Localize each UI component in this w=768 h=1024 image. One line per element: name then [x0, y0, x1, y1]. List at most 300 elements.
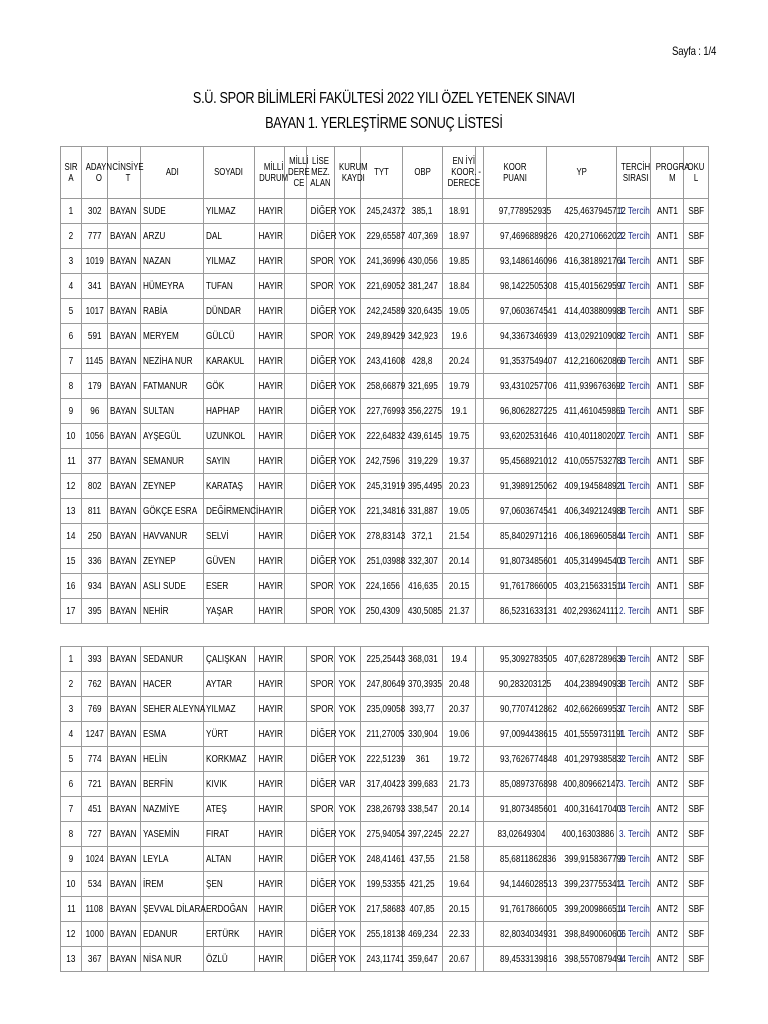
cell-aday-no: 1017	[82, 299, 108, 324]
cell-tercih-sirasi: 2. Tercih	[617, 599, 651, 624]
cell-spacer	[476, 747, 484, 772]
cell-soyadi: SAYIN	[204, 449, 255, 474]
cell-adi: NAZAN	[141, 249, 204, 274]
cell-lise-mez-alan: DİĞER	[307, 549, 335, 574]
cell-yp: 399,2009866514	[547, 897, 617, 922]
cell-aday-no: 1056	[82, 424, 108, 449]
cell-milli-durum: HAYIR	[255, 897, 285, 922]
cell-sira: 12	[61, 474, 82, 499]
cell-tyt: 278,83143	[361, 524, 403, 549]
cell-soyadi: ŞEN	[204, 872, 255, 897]
cell-tyt: 222,64832	[361, 424, 403, 449]
cell-en-iyi-koor-derece: 19.64	[443, 872, 476, 897]
cell-okul: SBF	[684, 524, 709, 549]
cell-tyt: 227,76993	[361, 399, 403, 424]
cell-adi: FATMANUR	[141, 374, 204, 399]
cell-soyadi: GÜLCÜ	[204, 324, 255, 349]
cell-milli-durum: HAYIR	[255, 847, 285, 872]
cell-sira: 2	[61, 224, 82, 249]
cell-adi: SEMANUR	[141, 449, 204, 474]
cell-sira: 7	[61, 349, 82, 374]
cell-tyt: 225,25443	[361, 647, 403, 672]
cell-yp: 410,0557532783	[547, 449, 617, 474]
cell-milli-derece	[285, 872, 307, 897]
cell-milli-derece	[285, 424, 307, 449]
cell-milli-durum: HAYIR	[255, 374, 285, 399]
table-row	[61, 574, 709, 599]
cell-en-iyi-koor-derece: 21.54	[443, 524, 476, 549]
cell-obp: 395,4495	[403, 474, 443, 499]
cell-program: ANT1	[651, 249, 684, 274]
cell-tyt: 245,31919	[361, 474, 403, 499]
cell-tercih-sirasi: 1. Tercih	[617, 574, 651, 599]
cell-lise-mez-alan: DİĞER	[307, 847, 335, 872]
cell-spacer	[476, 797, 484, 822]
cell-milli-durum: HAYIR	[255, 772, 285, 797]
col-header-program: PROGRA M	[651, 147, 684, 199]
cell-program: ANT2	[651, 647, 684, 672]
cell-okul: SBF	[684, 474, 709, 499]
cell-aday-no: 1247	[82, 722, 108, 747]
cell-kurum-kaydi: YOK	[335, 797, 361, 822]
table-row	[61, 524, 709, 549]
cell-aday-no: 934	[82, 574, 108, 599]
cell-tercih-sirasi: 1. Tercih	[617, 647, 651, 672]
cell-adi: HACER	[141, 672, 204, 697]
cell-spacer	[476, 722, 484, 747]
col-header-kurum-kaydi: KURUM KAYDI	[335, 147, 361, 199]
col-header-aday-no: ADAYN O	[82, 147, 108, 199]
table-row	[61, 672, 709, 697]
cell-soyadi: YÜRT	[204, 722, 255, 747]
cell-lise-mez-alan: SPOR	[307, 274, 335, 299]
cell-cinsiyet: BAYAN	[108, 374, 141, 399]
cell-okul: SBF	[684, 499, 709, 524]
cell-en-iyi-koor-derece: 20.14	[443, 549, 476, 574]
col-header-soyadi: SOYADI	[204, 147, 255, 199]
cell-aday-no: 1108	[82, 897, 108, 922]
cell-yp: 399,2377553411	[547, 872, 617, 897]
table-row	[61, 399, 709, 424]
cell-koor-puani: 91,8073485601	[484, 549, 547, 574]
cell-aday-no: 250	[82, 524, 108, 549]
cell-tyt: 275,94054	[361, 822, 403, 847]
cell-koor-puani: 82,8034034931	[484, 922, 547, 947]
cell-soyadi: ALTAN	[204, 847, 255, 872]
cell-cinsiyet: BAYAN	[108, 249, 141, 274]
cell-kurum-kaydi: VAR	[335, 772, 361, 797]
cell-lise-mez-alan: DİĞER	[307, 897, 335, 922]
cell-lise-mez-alan: DİĞER	[307, 424, 335, 449]
cell-tyt: 247,80649	[361, 672, 403, 697]
cell-sira: 3	[61, 697, 82, 722]
cell-tercih-sirasi: 1. Tercih	[617, 672, 651, 697]
cell-kurum-kaydi: YOK	[335, 672, 361, 697]
cell-tercih-sirasi: 1. Tercih	[617, 224, 651, 249]
cell-obp: 361	[403, 747, 443, 772]
cell-tyt: 222,51239	[361, 747, 403, 772]
cell-lise-mez-alan: DİĞER	[307, 722, 335, 747]
cell-lise-mez-alan: DİĞER	[307, 872, 335, 897]
cell-cinsiyet: BAYAN	[108, 549, 141, 574]
cell-tyt: 242,24589	[361, 299, 403, 324]
cell-soyadi: TUFAN	[204, 274, 255, 299]
cell-en-iyi-koor-derece: 19.4	[443, 647, 476, 672]
cell-koor-puani: 93,1486146096	[484, 249, 547, 274]
cell-okul: SBF	[684, 847, 709, 872]
cell-obp: 332,307	[403, 549, 443, 574]
cell-adi: NİSA NUR	[141, 947, 204, 972]
cell-tercih-sirasi: 1. Tercih	[617, 424, 651, 449]
cell-milli-derece	[285, 647, 307, 672]
cell-okul: SBF	[684, 574, 709, 599]
cell-aday-no: 802	[82, 474, 108, 499]
col-header-koor-puani: KOOR PUANI	[484, 147, 547, 199]
cell-en-iyi-koor-derece: 20.48	[443, 672, 476, 697]
cell-tyt: 249,89429	[361, 324, 403, 349]
cell-koor-puani: 91,7617866005	[484, 574, 547, 599]
cell-sira: 3	[61, 249, 82, 274]
cell-sira: 8	[61, 374, 82, 399]
cell-sira: 9	[61, 399, 82, 424]
cell-sira: 1	[61, 647, 82, 672]
cell-koor-puani: 91,3989125062	[484, 474, 547, 499]
cell-adi: İREM	[141, 872, 204, 897]
cell-milli-derece	[285, 274, 307, 299]
cell-tyt: 242,7596	[361, 449, 403, 474]
table-row	[61, 249, 709, 274]
cell-cinsiyet: BAYAN	[108, 424, 141, 449]
cell-okul: SBF	[684, 224, 709, 249]
cell-obp: 319,229	[403, 449, 443, 474]
cell-aday-no: 377	[82, 449, 108, 474]
cell-soyadi: ÇALIŞKAN	[204, 647, 255, 672]
cell-adi: YASEMİN	[141, 822, 204, 847]
cell-okul: SBF	[684, 872, 709, 897]
cell-program: ANT1	[651, 524, 684, 549]
cell-kurum-kaydi: YOK	[335, 249, 361, 274]
cell-cinsiyet: BAYAN	[108, 499, 141, 524]
cell-milli-derece	[285, 249, 307, 274]
cell-program: ANT1	[651, 549, 684, 574]
cell-tyt: 258,66879	[361, 374, 403, 399]
cell-en-iyi-koor-derece: 19.05	[443, 499, 476, 524]
cell-obp: 385,1	[403, 199, 443, 224]
cell-adi: ŞEVVAL DİLARA	[141, 897, 204, 922]
cell-milli-derece	[285, 947, 307, 972]
cell-obp: 399,683	[403, 772, 443, 797]
cell-yp: 411,9396763692	[547, 374, 617, 399]
cell-kurum-kaydi: YOK	[335, 872, 361, 897]
cell-soyadi: HAPHAP	[204, 399, 255, 424]
cell-tyt: 199,53355	[361, 872, 403, 897]
cell-koor-puani: 97,4696889826	[484, 224, 547, 249]
cell-sira: 1	[61, 199, 82, 224]
cell-en-iyi-koor-derece: 20.14	[443, 797, 476, 822]
cell-program: ANT1	[651, 274, 684, 299]
cell-koor-puani: 93,4310257706	[484, 374, 547, 399]
cell-adi: ESMA	[141, 722, 204, 747]
cell-kurum-kaydi: YOK	[335, 524, 361, 549]
cell-lise-mez-alan: DİĞER	[307, 499, 335, 524]
cell-soyadi: KARATAŞ	[204, 474, 255, 499]
cell-spacer	[476, 922, 484, 947]
cell-milli-durum: HAYIR	[255, 449, 285, 474]
cell-program: ANT2	[651, 897, 684, 922]
cell-en-iyi-koor-derece: 20.23	[443, 474, 476, 499]
col-header-cinsiyet: CİNSİYE T	[108, 147, 141, 199]
cell-adi: HELİN	[141, 747, 204, 772]
cell-aday-no: 341	[82, 274, 108, 299]
cell-milli-durum: HAYIR	[255, 224, 285, 249]
cell-okul: SBF	[684, 772, 709, 797]
cell-okul: SBF	[684, 922, 709, 947]
table-row	[61, 499, 709, 524]
cell-soyadi: ATEŞ	[204, 797, 255, 822]
cell-obp: 407,369	[403, 224, 443, 249]
cell-koor-puani: 91,8073485601	[484, 797, 547, 822]
cell-tyt: 221,69052	[361, 274, 403, 299]
cell-obp: 368,031	[403, 647, 443, 672]
cell-aday-no: 727	[82, 822, 108, 847]
cell-program: ANT2	[651, 797, 684, 822]
cell-milli-derece	[285, 299, 307, 324]
cell-obp: 331,887	[403, 499, 443, 524]
cell-okul: SBF	[684, 349, 709, 374]
cell-tercih-sirasi: 1. Tercih	[617, 324, 651, 349]
cell-yp: 403,2156331514	[547, 574, 617, 599]
cell-kurum-kaydi: YOK	[335, 324, 361, 349]
cell-en-iyi-koor-derece: 20.15	[443, 574, 476, 599]
cell-lise-mez-alan: SPOR	[307, 672, 335, 697]
cell-spacer	[476, 374, 484, 399]
cell-spacer	[476, 772, 484, 797]
cell-lise-mez-alan: DİĞER	[307, 299, 335, 324]
cell-program: ANT1	[651, 574, 684, 599]
cell-milli-derece	[285, 199, 307, 224]
cell-soyadi: UZUNKOL	[204, 424, 255, 449]
cell-milli-derece	[285, 897, 307, 922]
cell-cinsiyet: BAYAN	[108, 822, 141, 847]
cell-spacer	[476, 672, 484, 697]
cell-program: ANT1	[651, 349, 684, 374]
cell-sira: 10	[61, 872, 82, 897]
cell-aday-no: 367	[82, 947, 108, 972]
table-row	[61, 922, 709, 947]
cell-en-iyi-koor-derece: 19.06	[443, 722, 476, 747]
cell-aday-no: 762	[82, 672, 108, 697]
cell-aday-no: 395	[82, 599, 108, 624]
cell-tercih-sirasi: 1. Tercih	[617, 897, 651, 922]
cell-adi: ZEYNEP	[141, 474, 204, 499]
cell-spacer	[476, 847, 484, 872]
cell-koor-puani: 85,0897376898	[484, 772, 547, 797]
cell-okul: SBF	[684, 374, 709, 399]
cell-spacer	[476, 574, 484, 599]
cell-aday-no: 302	[82, 199, 108, 224]
cell-sira: 5	[61, 299, 82, 324]
cell-spacer	[476, 897, 484, 922]
cell-program: ANT2	[651, 922, 684, 947]
cell-obp: 393,77	[403, 697, 443, 722]
cell-yp: 402,6626699537	[547, 697, 617, 722]
cell-okul: SBF	[684, 697, 709, 722]
cell-cinsiyet: BAYAN	[108, 449, 141, 474]
cell-en-iyi-koor-derece: 20.15	[443, 897, 476, 922]
cell-lise-mez-alan: DİĞER	[307, 922, 335, 947]
cell-kurum-kaydi: YOK	[335, 199, 361, 224]
cell-cinsiyet: BAYAN	[108, 747, 141, 772]
table-row	[61, 947, 709, 972]
table-row	[61, 897, 709, 922]
cell-milli-durum: HAYIR	[255, 549, 285, 574]
col-header-milli-durum: MİLLİ DURUM	[255, 147, 285, 199]
cell-cinsiyet: BAYAN	[108, 797, 141, 822]
cell-lise-mez-alan: DİĞER	[307, 947, 335, 972]
cell-adi: MERYEM	[141, 324, 204, 349]
cell-cinsiyet: BAYAN	[108, 722, 141, 747]
cell-tercih-sirasi: 2. Tercih	[617, 797, 651, 822]
cell-milli-durum: HAYIR	[255, 822, 285, 847]
col-header-obp: OBP	[403, 147, 443, 199]
cell-kurum-kaydi: YOK	[335, 747, 361, 772]
cell-en-iyi-koor-derece: 19.37	[443, 449, 476, 474]
cell-aday-no: 774	[82, 747, 108, 772]
cell-yp: 411,4610459869	[547, 399, 617, 424]
cell-aday-no: 769	[82, 697, 108, 722]
cell-sira: 16	[61, 574, 82, 599]
cell-koor-puani: 96,8062827225	[484, 399, 547, 424]
cell-milli-derece	[285, 797, 307, 822]
cell-okul: SBF	[684, 599, 709, 624]
cell-okul: SBF	[684, 672, 709, 697]
cell-tercih-sirasi: 1. Tercih	[617, 947, 651, 972]
cell-koor-puani: 98,1422505308	[484, 274, 547, 299]
cell-sira: 15	[61, 549, 82, 574]
cell-obp: 421,25	[403, 872, 443, 897]
table-row	[61, 847, 709, 872]
cell-en-iyi-koor-derece: 22.27	[443, 822, 476, 847]
cell-tercih-sirasi: 1. Tercih	[617, 697, 651, 722]
cell-koor-puani: 83,02649304	[484, 822, 547, 847]
cell-milli-durum: HAYIR	[255, 274, 285, 299]
cell-obp: 428,8	[403, 349, 443, 374]
cell-adi: NEHİR	[141, 599, 204, 624]
cell-program: ANT2	[651, 722, 684, 747]
cell-spacer	[476, 199, 484, 224]
document-title: S.Ü. SPOR BİLİMLERİ FAKÜLTESİ 2022 YILI ÖZEL YETENEK SINAVI	[193, 90, 575, 107]
cell-tyt: 238,26793	[361, 797, 403, 822]
cell-sira: 13	[61, 499, 82, 524]
cell-yp: 406,1869605844	[547, 524, 617, 549]
cell-program: ANT2	[651, 872, 684, 897]
cell-milli-derece	[285, 449, 307, 474]
cell-spacer	[476, 697, 484, 722]
cell-aday-no: 336	[82, 549, 108, 574]
col-header-dash: -	[476, 147, 484, 199]
cell-en-iyi-koor-derece: 19.75	[443, 424, 476, 449]
table-row	[61, 374, 709, 399]
cell-lise-mez-alan: SPOR	[307, 249, 335, 274]
cell-adi: SEHER ALEYNA	[141, 697, 204, 722]
cell-soyadi: ÖZLÜ	[204, 947, 255, 972]
cell-lise-mez-alan: DİĞER	[307, 822, 335, 847]
cell-aday-no: 179	[82, 374, 108, 399]
cell-koor-puani: 86,5231633131	[484, 599, 547, 624]
cell-kurum-kaydi: YOK	[335, 897, 361, 922]
cell-en-iyi-koor-derece: 19.72	[443, 747, 476, 772]
cell-okul: SBF	[684, 399, 709, 424]
cell-okul: SBF	[684, 947, 709, 972]
cell-spacer	[476, 599, 484, 624]
cell-tercih-sirasi: 3. Tercih	[617, 822, 651, 847]
cell-aday-no: 451	[82, 797, 108, 822]
cell-cinsiyet: BAYAN	[108, 199, 141, 224]
cell-adi: ARZU	[141, 224, 204, 249]
cell-en-iyi-koor-derece: 18.84	[443, 274, 476, 299]
cell-milli-derece	[285, 224, 307, 249]
cell-aday-no: 1024	[82, 847, 108, 872]
cell-program: ANT2	[651, 772, 684, 797]
cell-program: ANT2	[651, 822, 684, 847]
cell-milli-durum: HAYIR	[255, 797, 285, 822]
table-row	[61, 274, 709, 299]
cell-okul: SBF	[684, 274, 709, 299]
cell-kurum-kaydi: YOK	[335, 722, 361, 747]
cell-program: ANT2	[651, 847, 684, 872]
cell-adi: LEYLA	[141, 847, 204, 872]
cell-tyt: 317,40423	[361, 772, 403, 797]
cell-milli-durum: HAYIR	[255, 474, 285, 499]
cell-en-iyi-koor-derece: 21.37	[443, 599, 476, 624]
table-row	[61, 822, 709, 847]
table-row	[61, 474, 709, 499]
cell-aday-no: 777	[82, 224, 108, 249]
cell-okul: SBF	[684, 549, 709, 574]
cell-sira: 10	[61, 424, 82, 449]
cell-okul: SBF	[684, 822, 709, 847]
cell-yp: 420,2710662022	[547, 224, 617, 249]
cell-cinsiyet: BAYAN	[108, 399, 141, 424]
cell-tercih-sirasi: 1. Tercih	[617, 549, 651, 574]
cell-soyadi: GÖK	[204, 374, 255, 399]
cell-tyt: 255,18138	[361, 922, 403, 947]
cell-soyadi: YAŞAR	[204, 599, 255, 624]
cell-program: ANT1	[651, 299, 684, 324]
cell-tyt: 250,4309	[361, 599, 403, 624]
cell-milli-derece	[285, 474, 307, 499]
cell-soyadi: GÜVEN	[204, 549, 255, 574]
cell-kurum-kaydi: YOK	[335, 922, 361, 947]
cell-adi: RABİA	[141, 299, 204, 324]
cell-adi: ZEYNEP	[141, 549, 204, 574]
cell-koor-puani: 91,3537549407	[484, 349, 547, 374]
cell-en-iyi-koor-derece: 20.24	[443, 349, 476, 374]
cell-program: ANT1	[651, 199, 684, 224]
cell-soyadi: KIVIK	[204, 772, 255, 797]
cell-tercih-sirasi: 2. Tercih	[617, 747, 651, 772]
cell-yp: 414,4038809988	[547, 299, 617, 324]
cell-soyadi: YILMAZ	[204, 249, 255, 274]
cell-koor-puani: 85,6811862836	[484, 847, 547, 872]
cell-adi: NAZMİYE	[141, 797, 204, 822]
cell-lise-mez-alan: SPOR	[307, 599, 335, 624]
col-header-okul: OKU L	[684, 147, 709, 199]
cell-en-iyi-koor-derece: 19.79	[443, 374, 476, 399]
cell-milli-derece	[285, 599, 307, 624]
cell-koor-puani: 93,6202531646	[484, 424, 547, 449]
cell-obp: 469,234	[403, 922, 443, 947]
